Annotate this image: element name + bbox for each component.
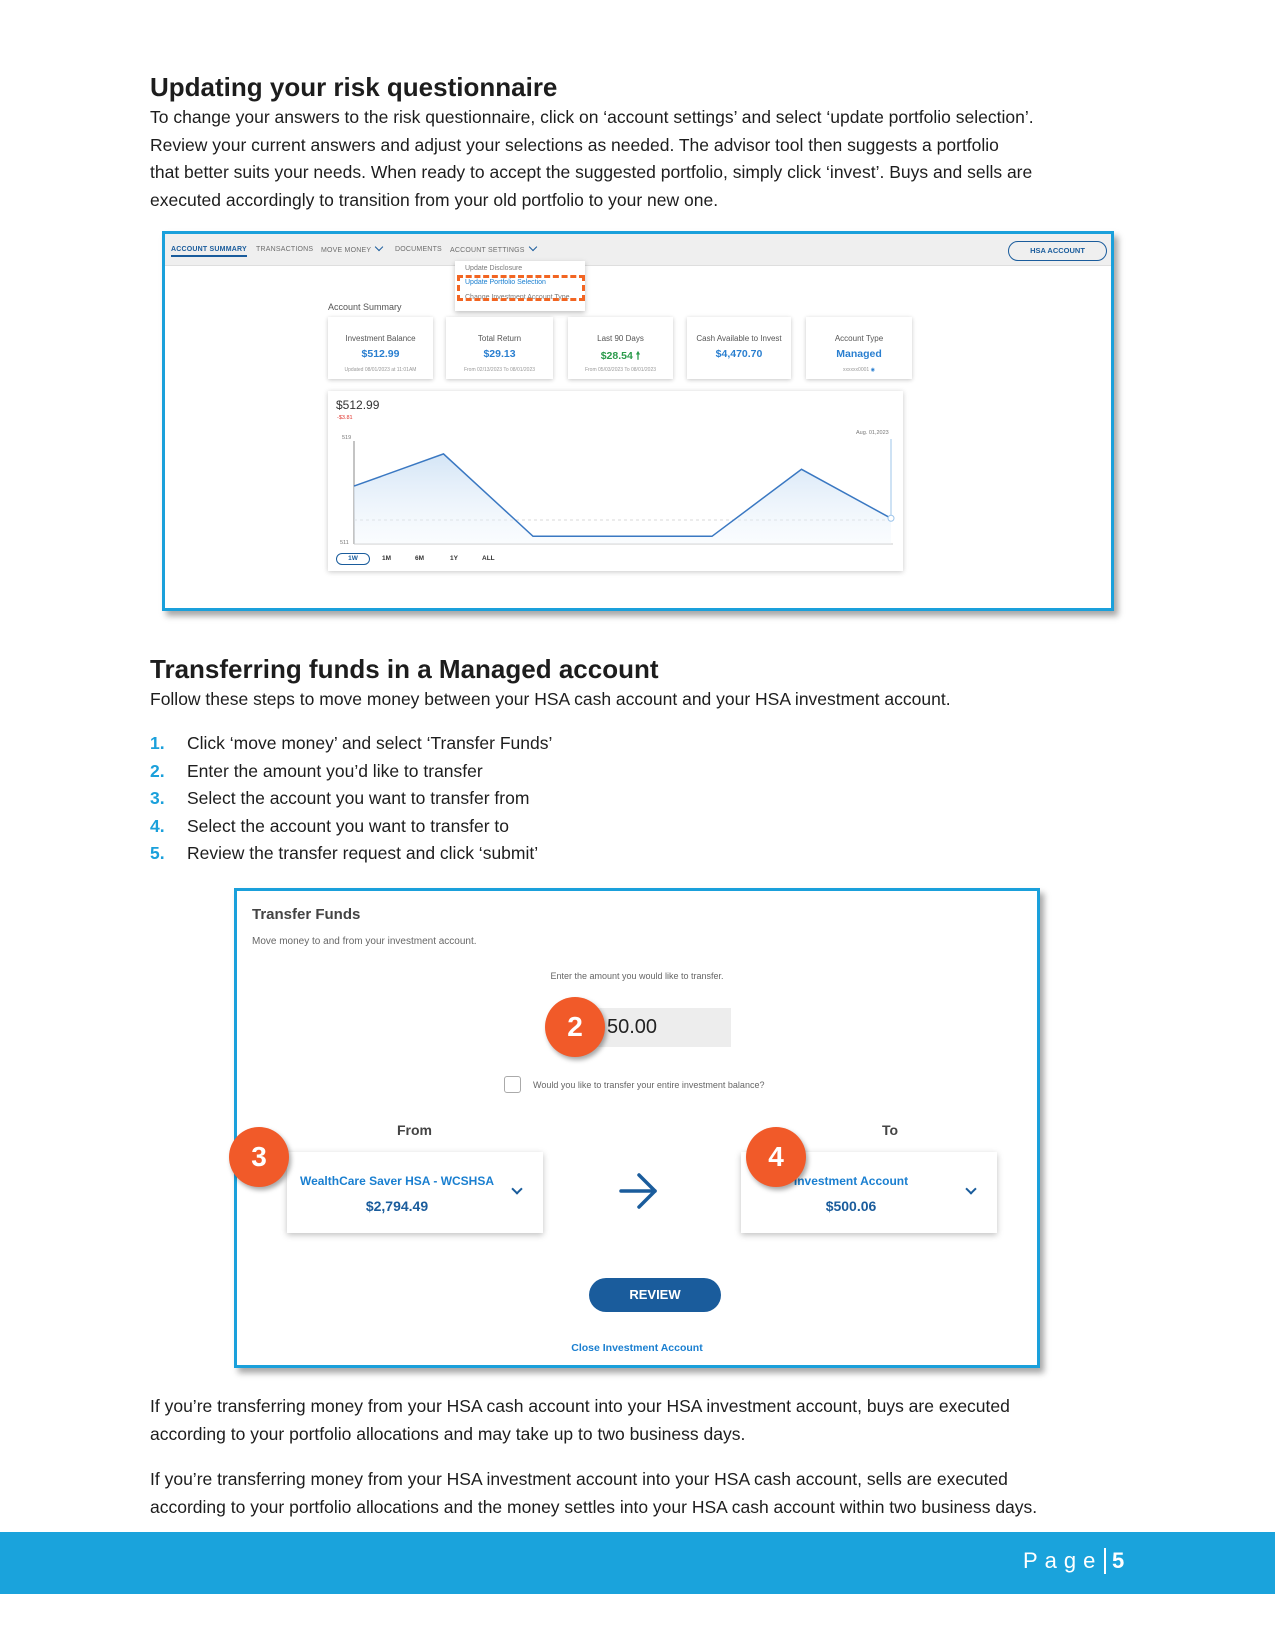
range-1y-button[interactable]: 1Y bbox=[450, 555, 458, 562]
list-item bbox=[150, 733, 552, 754]
y-tick-top: 519 bbox=[342, 435, 352, 441]
closing-paragraph-buys bbox=[150, 1393, 1110, 1448]
nav-account-summary[interactable]: ACCOUNT SUMMARY bbox=[171, 246, 247, 257]
card-value bbox=[568, 348, 673, 366]
card-sub: From 05/03/2023 To 08/01/2023 bbox=[584, 367, 657, 373]
chevron-down-icon bbox=[375, 243, 383, 251]
chevron-down-icon bbox=[965, 1183, 976, 1194]
list-item bbox=[150, 816, 509, 837]
step-number: 3. bbox=[150, 788, 165, 808]
hsa-account-button[interactable]: HSA ACCOUNT bbox=[1008, 241, 1107, 261]
arrow-up-icon: 🠕 bbox=[635, 350, 641, 362]
body-line: If you’re transferring money from your HSA cash account into your HSA investment account, buys are executed bbox=[150, 1396, 1010, 1416]
amount-prompt: Enter the amount you would like to transfer. bbox=[550, 971, 724, 981]
section-risk-body bbox=[150, 104, 1110, 214]
list-item bbox=[150, 788, 529, 809]
body-line: that better suits your needs. When ready to accept the suggested portfolio, simply click ‘invest’. Buys and sells are bbox=[150, 162, 1033, 182]
range-1m-button[interactable]: 1M bbox=[382, 555, 392, 562]
balance-chart bbox=[328, 391, 903, 571]
account-summary-title: Account Summary bbox=[328, 302, 402, 312]
series-area bbox=[354, 454, 891, 544]
step-number: 1. bbox=[150, 733, 165, 753]
from-label: From bbox=[397, 1122, 432, 1138]
step-badge-4: 4 bbox=[746, 1127, 806, 1187]
from-account-name: WealthCare Saver HSA - WCSHSA bbox=[299, 1174, 495, 1188]
section-heading-transfer: Transferring funds in a Managed account bbox=[150, 654, 659, 684]
card-sub bbox=[806, 367, 912, 373]
card-sub: From 02/13/2023 To 08/01/2023 bbox=[463, 367, 536, 373]
closing-paragraph-sells bbox=[150, 1466, 1110, 1521]
body-line: To change your answers to the risk questionnaire, click on ‘account settings’ and select ‘update portfolio selection’. bbox=[150, 107, 1034, 127]
chart-change: -$3.81 bbox=[337, 415, 353, 421]
card-value-text: $28.54 bbox=[600, 350, 633, 362]
nav-transactions[interactable]: TRANSACTIONS bbox=[256, 246, 314, 253]
chart-balance: $512.99 bbox=[336, 398, 380, 412]
card-sub: Updated 08/01/2023 at 11:01AM bbox=[344, 367, 417, 373]
menu-item-change-investment-account-type[interactable]: Change Investment Account Type bbox=[465, 294, 570, 301]
y-tick-bottom: 511 bbox=[340, 540, 349, 546]
section-heading-risk: Updating your risk questionnaire bbox=[150, 72, 558, 102]
card-label: Total Return bbox=[477, 334, 522, 343]
account-summary-screenshot bbox=[162, 231, 1114, 611]
to-account-value: $500.06 bbox=[825, 1198, 877, 1214]
from-account-select[interactable] bbox=[287, 1152, 543, 1233]
masked-account-number: xxxxxx0001 bbox=[843, 367, 870, 373]
card-value: $29.13 bbox=[483, 348, 516, 360]
card-label: Account Type bbox=[834, 334, 884, 343]
from-account-value: $2,794.49 bbox=[365, 1198, 429, 1214]
entire-balance-checkbox[interactable] bbox=[504, 1076, 521, 1093]
card-label: Investment Balance bbox=[345, 334, 416, 343]
menu-item-update-disclosure[interactable]: Update Disclosure bbox=[465, 265, 523, 272]
list-item bbox=[150, 843, 538, 864]
section-transfer-intro: Follow these steps to move money between your HSA cash account and your HSA investment account. bbox=[150, 689, 951, 709]
chevron-down-icon bbox=[511, 1183, 522, 1194]
arrow-right-icon bbox=[617, 1171, 661, 1211]
body-line: Review your current answers and adjust your selections as needed. The advisor tool then suggests a portfolio bbox=[150, 134, 999, 155]
card-label: Cash Available to Invest bbox=[696, 334, 782, 343]
to-account-name: Investment Account bbox=[793, 1174, 909, 1188]
entire-balance-label: Would you like to transfer your entire investment balance? bbox=[533, 1080, 765, 1090]
transfer-funds-screenshot bbox=[234, 888, 1040, 1368]
menu-item-update-portfolio-selection[interactable]: Update Portfolio Selection bbox=[465, 279, 546, 286]
card-value: Managed bbox=[836, 348, 882, 360]
nav-documents[interactable]: DOCUMENTS bbox=[395, 246, 442, 253]
card-investment-balance bbox=[328, 317, 433, 379]
nav-move-money[interactable] bbox=[321, 246, 382, 254]
page-label: Page bbox=[1023, 1548, 1103, 1573]
page-number: 5 bbox=[1112, 1548, 1125, 1573]
body-line: executed accordingly to transition from your old portfolio to your new one. bbox=[150, 189, 719, 210]
card-value: $4,470.70 bbox=[715, 348, 763, 360]
transfer-funds-title: Transfer Funds bbox=[252, 906, 361, 923]
step-number: 2. bbox=[150, 760, 165, 781]
amount-input[interactable]: 50.00 bbox=[582, 1008, 731, 1047]
range-6m-button[interactable]: 6M bbox=[415, 555, 425, 562]
page-separator bbox=[1104, 1548, 1106, 1574]
body-line: according to your portfolio allocations and may take up to two business days. bbox=[150, 1423, 746, 1444]
step-text: Review the transfer request and click ‘submit’ bbox=[187, 843, 539, 863]
step-text: Select the account you want to transfer to bbox=[187, 815, 509, 836]
body-line: according to your portfolio allocations and the money settles into your HSA cash account within two business days. bbox=[150, 1496, 1038, 1517]
step-number: 4. bbox=[150, 815, 165, 836]
page-footer bbox=[0, 1532, 1275, 1594]
nav-move-money-label: MOVE MONEY bbox=[321, 247, 372, 254]
transfer-funds-subtitle: Move money to and from your investment account. bbox=[252, 936, 477, 947]
range-1w-button[interactable]: 1W bbox=[336, 553, 370, 565]
close-investment-account-link[interactable]: Close Investment Account bbox=[571, 1342, 703, 1354]
card-last-90-days bbox=[568, 317, 673, 379]
step-badge-3: 3 bbox=[229, 1127, 289, 1187]
review-button[interactable]: REVIEW bbox=[589, 1278, 721, 1312]
list-item bbox=[150, 761, 483, 782]
step-text: Select the account you want to transfer from bbox=[187, 788, 530, 808]
top-nav bbox=[165, 234, 1111, 266]
card-value: $512.99 bbox=[361, 348, 400, 360]
card-cash-available bbox=[687, 317, 791, 379]
step-badge-2: 2 bbox=[545, 997, 605, 1057]
nav-account-settings-label: ACCOUNT SETTINGS bbox=[450, 247, 525, 254]
eye-icon[interactable]: ◉ bbox=[870, 367, 875, 373]
body-line: If you’re transferring money from your HSA investment account into your HSA cash account, sells are executed bbox=[150, 1469, 1008, 1489]
step-text: Enter the amount you’d like to transfer bbox=[187, 760, 483, 781]
card-account-type bbox=[806, 317, 912, 379]
card-label: Last 90 Days bbox=[597, 334, 644, 343]
highlight-dashed-box bbox=[457, 275, 585, 301]
step-text: Click ‘move money’ and select ‘Transfer Funds’ bbox=[187, 733, 553, 753]
to-label: To bbox=[882, 1122, 899, 1138]
date-label: Aug. 01,2023 bbox=[856, 430, 889, 436]
range-all-button[interactable]: ALL bbox=[482, 555, 495, 562]
nav-account-settings[interactable] bbox=[450, 246, 536, 254]
balance-chart-panel bbox=[328, 391, 903, 571]
step-number: 5. bbox=[150, 843, 165, 863]
card-total-return bbox=[446, 317, 553, 379]
data-point bbox=[888, 515, 894, 521]
chevron-down-icon bbox=[528, 243, 536, 251]
